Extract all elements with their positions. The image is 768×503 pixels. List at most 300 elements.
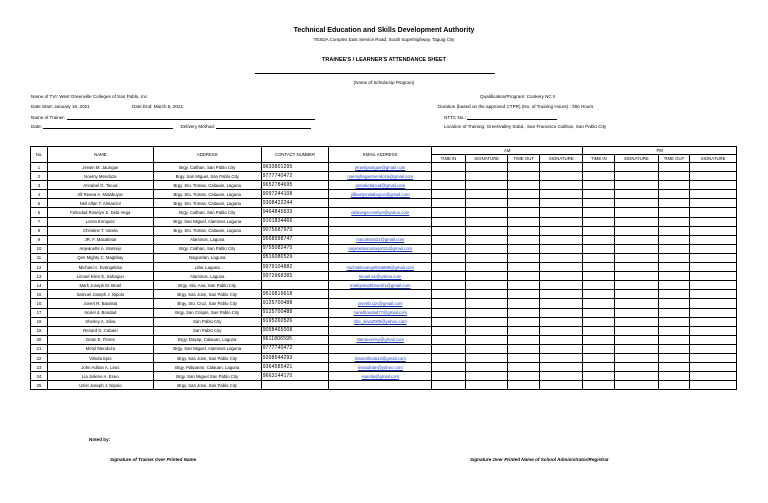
row-am-time-out-cell[interactable] — [508, 181, 540, 190]
nttc-field-line — [467, 119, 557, 120]
row-pm-time-out-cell[interactable] — [658, 235, 690, 244]
row-pm-signature-in-cell[interactable] — [615, 199, 658, 208]
row-am-signature-out-cell[interactable] — [540, 190, 583, 199]
row-am-signature-in-cell[interactable] — [465, 235, 507, 244]
row-email: leusadrian@yahoo.com — [329, 363, 432, 372]
row-pm-signature-in-cell[interactable] — [615, 244, 658, 253]
row-pm-signature-in-cell[interactable] — [615, 344, 658, 353]
row-pm-signature-in-cell[interactable] — [615, 253, 658, 262]
row-pm-signature-in-cell[interactable] — [615, 263, 658, 272]
row-am-signature-out-cell[interactable] — [540, 353, 583, 362]
row-email — [329, 253, 432, 262]
nttc-label: NTTC No.: — [444, 115, 557, 120]
row-am-signature-in-cell[interactable] — [465, 344, 507, 353]
row-pm-time-in-cell[interactable] — [583, 181, 615, 190]
row-name: Lorna Enriquez — [47, 217, 153, 226]
row-pm-signature-out-cell[interactable] — [690, 235, 737, 244]
row-pm-time-in-cell[interactable] — [583, 244, 615, 253]
row-pm-time-in-cell[interactable] — [583, 372, 615, 381]
row-name: Limuel Klien E. Sahagun — [47, 272, 153, 281]
row-contact: 9308422244 — [261, 199, 329, 208]
row-email: jillbastymalabuyoc@gmail.com — [329, 190, 432, 199]
table-row — [31, 226, 737, 235]
row-pm-signature-in-cell[interactable] — [615, 208, 658, 217]
row-name: Meryl Mendoza — [47, 344, 153, 353]
row-pm-time-in-cell[interactable] — [583, 199, 615, 208]
row-am-signature-out-cell[interactable] — [540, 163, 583, 172]
row-no: 19 — [31, 326, 48, 335]
row-pm-signature-out-cell[interactable] — [690, 335, 737, 344]
row-no: 6 — [31, 208, 48, 217]
row-contact: 9125700488 — [261, 299, 329, 308]
row-email — [329, 199, 432, 208]
row-pm-signature-in-cell[interactable] — [615, 326, 658, 335]
row-am-time-out-cell[interactable] — [508, 244, 540, 253]
table-row — [31, 272, 737, 281]
row-am-signature-in-cell[interactable] — [465, 208, 507, 217]
row-pm-time-out-cell[interactable] — [658, 281, 690, 290]
row-address: Brgy. Paliparan, Calauan, Laguna — [153, 363, 261, 372]
row-pm-time-in-cell[interactable] — [583, 253, 615, 262]
row-name: Felicidad Roselyn S. Dela Vega — [47, 208, 153, 217]
row-name: Christine T. Varela — [47, 226, 153, 235]
row-am-time-out-cell[interactable] — [508, 317, 540, 326]
row-pm-time-out-cell[interactable] — [658, 217, 690, 226]
row-pm-signature-out-cell[interactable] — [690, 344, 737, 353]
row-no: 9 — [31, 235, 48, 244]
row-pm-signature-in-cell[interactable] — [615, 372, 658, 381]
row-pm-signature-in-cell[interactable] — [615, 272, 658, 281]
row-contact: 9125700488 — [261, 308, 329, 317]
row-pm-time-in-cell[interactable] — [583, 290, 615, 299]
row-email: annabeltacud@gmail.com — [329, 181, 432, 190]
row-am-time-out-cell[interactable] — [508, 199, 540, 208]
row-pm-signature-in-cell[interactable] — [615, 172, 658, 181]
table-row — [31, 244, 737, 253]
row-pm-signature-out-cell[interactable] — [690, 317, 737, 326]
row-pm-signature-out-cell[interactable] — [690, 353, 737, 362]
row-pm-time-in-cell[interactable] — [583, 353, 615, 362]
row-am-time-in-cell[interactable] — [432, 208, 466, 217]
row-am-time-out-cell[interactable] — [508, 326, 540, 335]
row-am-time-in-cell[interactable] — [432, 244, 466, 253]
row-am-signature-out-cell[interactable] — [540, 226, 583, 235]
row-am-time-out-cell[interactable] — [508, 226, 540, 235]
row-pm-signature-in-cell[interactable] — [615, 217, 658, 226]
row-pm-time-in-cell[interactable] — [583, 172, 615, 181]
row-pm-signature-in-cell[interactable] — [615, 353, 658, 362]
row-am-time-out-cell[interactable] — [508, 235, 540, 244]
row-pm-signature-out-cell[interactable] — [690, 199, 737, 208]
row-am-signature-out-cell[interactable] — [540, 299, 583, 308]
row-am-time-in-cell[interactable] — [432, 290, 466, 299]
row-pm-time-out-cell[interactable] — [658, 163, 690, 172]
row-am-time-out-cell[interactable] — [508, 308, 540, 317]
row-am-signature-in-cell[interactable] — [465, 181, 507, 190]
row-pm-signature-out-cell[interactable] — [690, 381, 737, 390]
row-pm-signature-out-cell[interactable] — [690, 326, 737, 335]
row-am-time-out-cell[interactable] — [508, 190, 540, 199]
row-pm-time-in-cell[interactable] — [583, 190, 615, 199]
row-am-time-in-cell[interactable] — [432, 235, 466, 244]
row-am-time-in-cell[interactable] — [432, 363, 466, 372]
table-row — [31, 190, 737, 199]
row-pm-time-in-cell[interactable] — [583, 235, 615, 244]
row-am-signature-out-cell[interactable] — [540, 308, 583, 317]
row-pm-signature-in-cell[interactable] — [615, 190, 658, 199]
row-am-signature-in-cell[interactable] — [465, 308, 507, 317]
row-am-time-in-cell[interactable] — [432, 281, 466, 290]
form-title: TRAINEE'S / LEARNER'S ATTENDANCE SHEET — [322, 57, 446, 63]
row-am-signature-out-cell[interactable] — [540, 217, 583, 226]
row-pm-time-out-cell[interactable] — [658, 181, 690, 190]
row-am-signature-in-cell[interactable] — [465, 335, 507, 344]
row-am-signature-in-cell[interactable] — [465, 290, 507, 299]
row-pm-time-out-cell[interactable] — [658, 308, 690, 317]
row-am-signature-in-cell[interactable] — [465, 263, 507, 272]
row-pm-signature-out-cell[interactable] — [690, 272, 737, 281]
row-am-time-out-cell[interactable] — [508, 344, 540, 353]
row-pm-signature-out-cell[interactable] — [690, 217, 737, 226]
col-contact: CONTACT NUMBER — [261, 147, 329, 163]
row-pm-time-out-cell[interactable] — [658, 381, 690, 390]
row-pm-signature-out-cell[interactable] — [690, 190, 737, 199]
row-am-signature-out-cell[interactable] — [540, 208, 583, 217]
row-no: 4 — [31, 190, 48, 199]
row-pm-signature-out-cell[interactable] — [690, 253, 737, 262]
row-am-signature-in-cell[interactable] — [465, 244, 507, 253]
attendance-table — [30, 146, 737, 390]
row-address: Brgy. San Crispin, San Pablo City — [153, 308, 261, 317]
row-am-time-out-cell[interactable] — [508, 372, 540, 381]
row-contact: 9364585421 — [261, 363, 329, 372]
row-pm-signature-in-cell[interactable] — [615, 181, 658, 190]
row-contact: 9519819618 — [261, 290, 329, 299]
row-contact: 9611806595 — [261, 335, 329, 344]
row-address: Brgy. San Miguel, San Pablo City — [153, 172, 261, 181]
delivery-method: Delivery Method: — [180, 124, 216, 129]
row-no: 23 — [31, 363, 48, 372]
row-pm-signature-out-cell[interactable] — [690, 163, 737, 172]
row-am-signature-in-cell[interactable] — [465, 353, 507, 362]
table-row — [31, 172, 737, 181]
row-am-time-in-cell[interactable] — [432, 317, 466, 326]
agency-title: Technical Education and Skills Development Authority — [293, 27, 475, 34]
row-am-signature-out-cell[interactable] — [540, 326, 583, 335]
row-pm-time-in-cell[interactable] — [583, 317, 615, 326]
row-name: Jovert R. Bautista — [47, 299, 153, 308]
row-am-time-out-cell[interactable] — [508, 281, 540, 290]
row-no: 24 — [31, 372, 48, 381]
row-pm-signature-in-cell[interactable] — [615, 226, 658, 235]
row-am-time-out-cell[interactable] — [508, 253, 540, 262]
row-contact: 9652784695 — [261, 181, 329, 190]
row-am-signature-in-cell[interactable] — [465, 281, 507, 290]
row-pm-time-out-cell[interactable] — [658, 335, 690, 344]
row-pm-signature-out-cell[interactable] — [690, 281, 737, 290]
row-pm-time-in-cell[interactable] — [583, 217, 615, 226]
row-am-time-in-cell[interactable] — [432, 172, 466, 181]
row-pm-signature-out-cell[interactable] — [690, 263, 737, 272]
row-pm-time-in-cell[interactable] — [583, 335, 615, 344]
row-email: jerwinjaurigue@gmail.com — [329, 163, 432, 172]
row-am-signature-out-cell[interactable] — [540, 290, 583, 299]
row-pm-signature-out-cell[interactable] — [690, 181, 737, 190]
row-pm-time-out-cell[interactable] — [658, 272, 690, 281]
row-am-signature-in-cell[interactable] — [465, 372, 507, 381]
row-pm-time-out-cell[interactable] — [658, 208, 690, 217]
row-pm-time-out-cell[interactable] — [658, 244, 690, 253]
row-pm-signature-in-cell[interactable] — [615, 317, 658, 326]
table-row — [31, 199, 737, 208]
row-am-time-in-cell[interactable] — [432, 190, 466, 199]
row-contact — [261, 381, 329, 390]
row-contact: 9663144170 — [261, 372, 329, 381]
row-pm-time-out-cell[interactable] — [658, 172, 690, 181]
row-am-signature-out-cell[interactable] — [540, 172, 583, 181]
row-pm-signature-out-cell[interactable] — [690, 172, 737, 181]
row-pm-time-in-cell[interactable] — [583, 163, 615, 172]
row-am-time-in-cell[interactable] — [432, 253, 466, 262]
col-am-signature-out: SIGNATURE — [540, 155, 583, 163]
row-no: 25 — [31, 381, 48, 390]
row-pm-signature-out-cell[interactable] — [690, 308, 737, 317]
row-name: Jill Reana A. Malabuyoc — [47, 190, 153, 199]
row-pm-time-in-cell[interactable] — [583, 344, 615, 353]
row-email — [329, 381, 432, 390]
row-no: 5 — [31, 199, 48, 208]
row-email: jovertb.cpc@gmail.com — [329, 299, 432, 308]
row-am-time-out-cell[interactable] — [508, 353, 540, 362]
row-am-signature-out-cell[interactable] — [540, 263, 583, 272]
row-am-signature-out-cell[interactable] — [540, 272, 583, 281]
row-am-time-in-cell[interactable] — [432, 226, 466, 235]
row-pm-signature-out-cell[interactable] — [690, 290, 737, 299]
row-am-signature-out-cell[interactable] — [540, 344, 583, 353]
row-am-time-in-cell[interactable] — [432, 381, 466, 390]
tvi-name: Name of TVI: West Greenville Colleges of San Pablo, Inc. — [31, 94, 149, 99]
row-email: norielbondad77@gmail.com — [329, 308, 432, 317]
row-am-signature-out-cell[interactable] — [540, 372, 583, 381]
row-am-time-in-cell[interactable] — [432, 163, 466, 172]
row-pm-time-out-cell[interactable] — [658, 199, 690, 208]
trainer-signature-caption: Signature of Trainer Over Printed Name — [110, 457, 197, 462]
row-pm-signature-out-cell[interactable] — [690, 226, 737, 235]
col-pm-signature-out: SIGNATURE — [690, 155, 737, 163]
row-am-time-out-cell[interactable] — [508, 217, 540, 226]
row-address: Brgy. San Jose, San Pablo City — [153, 381, 261, 390]
row-pm-time-out-cell[interactable] — [658, 290, 690, 299]
row-am-time-out-cell[interactable] — [508, 290, 540, 299]
table-row — [31, 299, 737, 308]
row-am-time-in-cell[interactable] — [432, 217, 466, 226]
row-pm-signature-out-cell[interactable] — [690, 208, 737, 217]
row-am-time-in-cell[interactable] — [432, 335, 466, 344]
row-address: Brgy. San Jose, San Pablo City — [153, 353, 261, 362]
row-pm-signature-in-cell[interactable] — [615, 363, 658, 372]
row-am-signature-in-cell[interactable] — [465, 217, 507, 226]
row-pm-time-in-cell[interactable] — [583, 272, 615, 281]
col-pm: PM — [583, 147, 737, 155]
scholarship-caption: (Name of Scholarsip Program) — [353, 80, 415, 85]
row-pm-time-out-cell[interactable] — [658, 263, 690, 272]
row-address: Brgy. Sto. Tomas, Calauan, Laguna — [153, 226, 261, 235]
row-am-time-out-cell[interactable] — [508, 172, 540, 181]
row-pm-signature-out-cell[interactable] — [690, 372, 737, 381]
row-pm-time-in-cell[interactable] — [583, 326, 615, 335]
table-row — [31, 290, 737, 299]
noted-by: Noted by: — [89, 437, 111, 442]
row-am-time-in-cell[interactable] — [432, 181, 466, 190]
row-pm-time-out-cell[interactable] — [658, 190, 690, 199]
row-am-signature-in-cell[interactable] — [465, 363, 507, 372]
row-am-signature-in-cell[interactable] — [465, 163, 507, 172]
row-no: 18 — [31, 317, 48, 326]
row-am-signature-in-cell[interactable] — [465, 253, 507, 262]
row-contact: 9979104882 — [261, 263, 329, 272]
row-am-signature-in-cell[interactable] — [465, 172, 507, 181]
row-am-time-out-cell[interactable] — [508, 208, 540, 217]
row-am-signature-out-cell[interactable] — [540, 199, 583, 208]
row-pm-signature-out-cell[interactable] — [690, 363, 737, 372]
row-name: Jerwin M. Jaurigue — [47, 163, 153, 172]
table-row — [31, 163, 737, 172]
row-am-time-in-cell[interactable] — [432, 372, 466, 381]
row-pm-time-out-cell[interactable] — [658, 226, 690, 235]
row-pm-time-in-cell[interactable] — [583, 363, 615, 372]
row-name: Gean E. Flores — [47, 335, 153, 344]
row-address: Alaminos, Laguna — [153, 235, 261, 244]
row-am-time-out-cell[interactable] — [508, 163, 540, 172]
row-am-time-out-cell[interactable] — [508, 335, 540, 344]
row-contact: 9058465008 — [261, 326, 329, 335]
row-pm-time-in-cell[interactable] — [583, 308, 615, 317]
row-pm-signature-in-cell[interactable] — [615, 308, 658, 317]
row-am-signature-in-cell[interactable] — [465, 317, 507, 326]
row-no: 22 — [31, 353, 48, 362]
row-am-signature-out-cell[interactable] — [540, 181, 583, 190]
row-am-time-out-cell[interactable] — [508, 263, 540, 272]
row-am-time-out-cell[interactable] — [508, 299, 540, 308]
row-pm-signature-out-cell[interactable] — [690, 244, 737, 253]
row-am-signature-out-cell[interactable] — [540, 335, 583, 344]
row-am-time-in-cell[interactable] — [432, 299, 466, 308]
row-email: eseolia@gmail.com — [329, 372, 432, 381]
row-pm-time-out-cell[interactable] — [658, 317, 690, 326]
row-address: Brgy. San Miguel San Pablo City — [153, 372, 261, 381]
row-am-time-in-cell[interactable] — [432, 199, 466, 208]
row-am-signature-out-cell[interactable] — [540, 317, 583, 326]
col-name: NAME — [47, 147, 153, 163]
row-pm-time-in-cell[interactable] — [583, 208, 615, 217]
row-no: 2 — [31, 172, 48, 181]
row-pm-time-in-cell[interactable] — [583, 281, 615, 290]
row-am-signature-out-cell[interactable] — [540, 381, 583, 390]
row-contact: 9075687970 — [261, 226, 329, 235]
row-no: 15 — [31, 290, 48, 299]
row-address: Brgy. San Miguel, Alaminos Laguna — [153, 217, 261, 226]
row-am-signature-in-cell[interactable] — [465, 190, 507, 199]
row-pm-time-out-cell[interactable] — [658, 353, 690, 362]
row-no: 11 — [31, 253, 48, 262]
row-pm-signature-out-cell[interactable] — [690, 299, 737, 308]
row-am-time-in-cell[interactable] — [432, 353, 466, 362]
row-no: 20 — [31, 335, 48, 344]
row-am-time-out-cell[interactable] — [508, 272, 540, 281]
row-am-time-in-cell[interactable] — [432, 263, 466, 272]
row-am-time-in-cell[interactable] — [432, 344, 466, 353]
row-am-signature-out-cell[interactable] — [540, 244, 583, 253]
row-pm-time-in-cell[interactable] — [583, 263, 615, 272]
row-am-signature-in-cell[interactable] — [465, 199, 507, 208]
admin-signature-caption: Signature Over Printed Name of School Administrator/Registrar — [470, 457, 609, 462]
row-am-time-in-cell[interactable] — [432, 308, 466, 317]
row-pm-time-in-cell[interactable] — [583, 299, 615, 308]
row-address: Brgy. Calihan, San Pablo City — [153, 208, 261, 217]
row-address: Brgy. Dayap, Calauan, Laguna — [153, 335, 261, 344]
row-email: limaevilinda14@gmail.com — [329, 353, 432, 362]
row-email: michaelevangelista888@gmail.com — [329, 263, 432, 272]
row-no: 13 — [31, 272, 48, 281]
row-pm-time-out-cell[interactable] — [658, 363, 690, 372]
row-am-signature-out-cell[interactable] — [540, 235, 583, 244]
row-am-signature-in-cell[interactable] — [465, 326, 507, 335]
row-am-signature-out-cell[interactable] — [540, 281, 583, 290]
row-address: Brgy. Sto. Tomas, Calauan, Laguna — [153, 181, 261, 190]
row-pm-time-in-cell[interactable] — [583, 381, 615, 390]
row-pm-signature-in-cell[interactable] — [615, 381, 658, 390]
col-pm-time-out: TIME OUT — [658, 155, 690, 163]
row-am-signature-in-cell[interactable] — [465, 299, 507, 308]
row-am-signature-in-cell[interactable] — [465, 381, 507, 390]
row-pm-signature-in-cell[interactable] — [615, 335, 658, 344]
row-email: stanreverley@gmail.com — [329, 335, 432, 344]
row-am-signature-out-cell[interactable] — [540, 253, 583, 262]
row-pm-signature-in-cell[interactable] — [615, 290, 658, 299]
row-pm-time-out-cell[interactable] — [658, 326, 690, 335]
col-no: No. — [31, 147, 48, 163]
row-pm-signature-in-cell[interactable] — [615, 235, 658, 244]
row-pm-signature-in-cell[interactable] — [615, 299, 658, 308]
table-row — [31, 326, 737, 335]
row-no: 10 — [31, 244, 48, 253]
row-email — [329, 344, 432, 353]
row-pm-time-out-cell[interactable] — [658, 344, 690, 353]
row-am-signature-in-cell[interactable] — [465, 226, 507, 235]
table-row — [31, 235, 737, 244]
row-pm-time-out-cell[interactable] — [658, 253, 690, 262]
row-pm-signature-in-cell[interactable] — [615, 281, 658, 290]
row-contact: 9097244108 — [261, 190, 329, 199]
row-am-time-out-cell[interactable] — [508, 363, 540, 372]
row-pm-time-out-cell[interactable] — [658, 299, 690, 308]
row-am-signature-in-cell[interactable] — [465, 272, 507, 281]
date-field-line — [43, 128, 173, 129]
training-location: Location of Training: Greenvalley Subd., San Francisco Calihan, San Pablo City — [444, 124, 607, 129]
date-start: Date Start: January 19, 2021 — [31, 104, 90, 109]
row-email — [329, 326, 432, 335]
row-am-time-out-cell[interactable] — [508, 381, 540, 390]
row-contact: 9516080529 — [261, 253, 329, 262]
row-am-time-in-cell[interactable] — [432, 326, 466, 335]
row-pm-time-in-cell[interactable] — [583, 226, 615, 235]
row-pm-time-out-cell[interactable] — [658, 372, 690, 381]
row-pm-signature-in-cell[interactable] — [615, 163, 658, 172]
col-am-signature-in: SIGNATURE — [465, 155, 507, 163]
row-am-signature-out-cell[interactable] — [540, 363, 583, 372]
row-no: 21 — [31, 344, 48, 353]
row-am-time-in-cell[interactable] — [432, 272, 466, 281]
